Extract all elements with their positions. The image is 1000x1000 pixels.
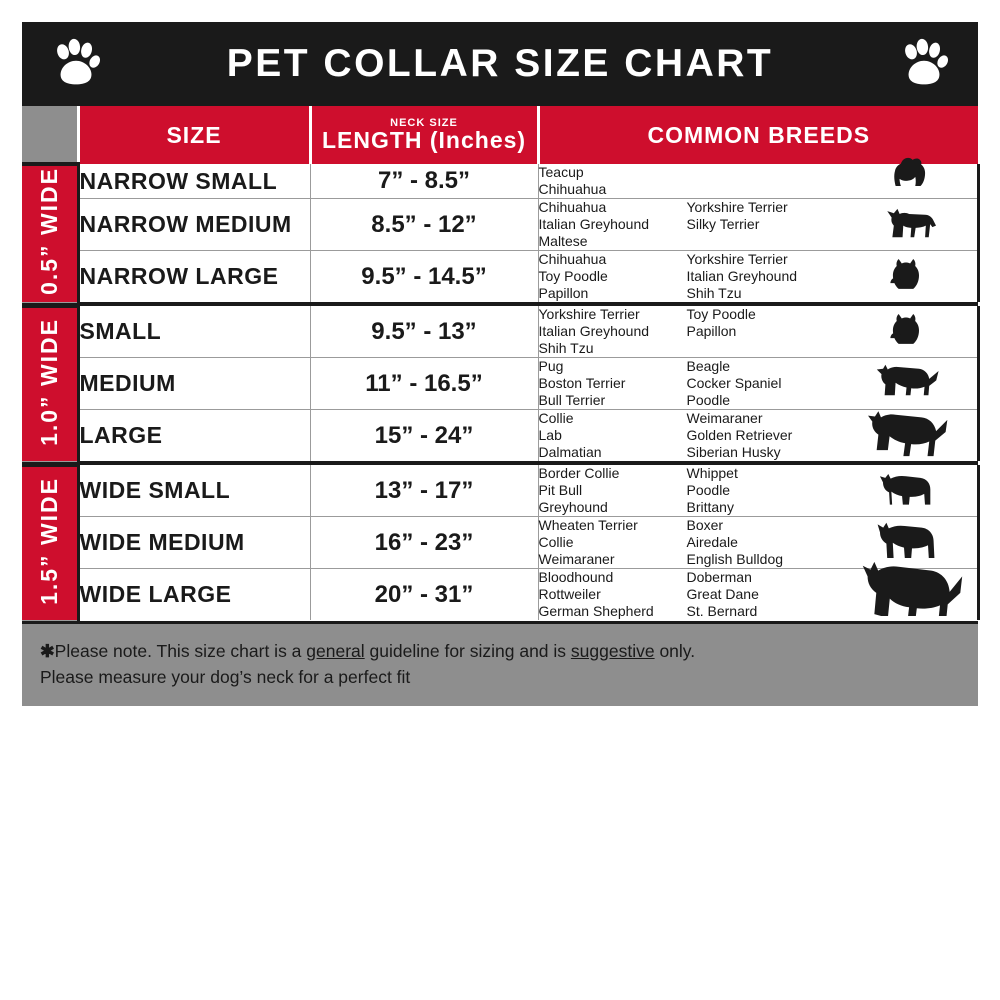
footnote-line-1 — [40, 638, 960, 664]
breed-item: Brittany — [686, 499, 734, 515]
breed-item: St. Bernard — [686, 603, 758, 619]
breed-item: Yorkshire Terrier — [686, 251, 788, 267]
footnote — [22, 621, 978, 706]
breed-item: Boston Terrier — [538, 375, 626, 391]
breed-item: Wheaten Terrier — [538, 517, 638, 533]
group-label-cell — [22, 465, 78, 620]
breed-column-1 — [539, 569, 687, 620]
breed-item: Yorkshire Terrier — [538, 306, 640, 322]
breed-item: Papillon — [686, 323, 737, 339]
cell-length: 9.5” - 14.5” — [310, 251, 538, 303]
breed-item: Collie — [538, 410, 574, 426]
breed-column-2 — [687, 517, 837, 568]
breed-item: Doberman — [686, 569, 752, 585]
header-blank-cell — [22, 106, 78, 164]
breed-item: Weimaraner — [538, 551, 615, 567]
breed-item: Bloodhound — [538, 569, 614, 585]
beagle-silhouette-icon — [857, 347, 967, 405]
breed-column-2 — [687, 251, 837, 302]
header-length-sub: NECK SIZE — [390, 116, 458, 129]
breed-item: Pug — [538, 358, 564, 374]
breed-item: Shih Tzu — [538, 340, 594, 356]
breed-column-1 — [539, 358, 687, 409]
breed-column-1 — [539, 251, 687, 302]
breed-item: Dalmatian — [538, 444, 602, 460]
breed-item: Pit Bull — [538, 482, 583, 498]
breed-item: English Bulldog — [686, 551, 784, 567]
breed-item: Lab — [538, 427, 562, 443]
paw-icon — [898, 38, 950, 90]
group-label-cell — [22, 164, 78, 302]
breed-item: Toy Poodle — [538, 268, 608, 284]
table-row — [22, 517, 978, 569]
breed-item: Siberian Husky — [686, 444, 781, 460]
breed-column-1 — [539, 306, 687, 357]
cell-size: LARGE — [78, 410, 310, 462]
cell-length: 16” - 23” — [310, 517, 538, 569]
chihuahua-silhouette-icon — [857, 188, 967, 246]
cell-size: WIDE MEDIUM — [78, 517, 310, 569]
breed-item: Italian Greyhound — [686, 268, 798, 284]
retriever-silhouette-icon — [857, 399, 967, 457]
header-breeds: COMMON BREEDS — [538, 106, 978, 164]
breed-column-2 — [687, 306, 837, 357]
boxer-silhouette-icon — [857, 506, 967, 564]
breed-item: Silky Terrier — [686, 216, 760, 232]
breed-item: Airedale — [686, 534, 738, 550]
breed-item: Poodle — [686, 482, 731, 498]
footnote-text-b: guideline for sizing and is — [364, 640, 571, 661]
breed-item: Bull Terrier — [538, 392, 606, 408]
table-header-row — [22, 106, 978, 164]
yorkie-silhouette-icon — [857, 136, 967, 194]
breed-item: Chihuahua — [538, 199, 607, 215]
table-row — [22, 410, 978, 462]
breed-item: Border Collie — [538, 465, 620, 481]
asterisk-icon: ✱ — [40, 640, 55, 661]
group-width-label: 1.0” WIDE — [35, 317, 62, 446]
footnote-text-c: only. — [654, 640, 696, 661]
breed-column-2 — [687, 410, 837, 461]
group-label-cell — [22, 306, 78, 461]
breed-column-1 — [539, 465, 687, 516]
breed-column-1 — [539, 199, 687, 250]
breed-column-2 — [687, 199, 837, 250]
breed-item: Yorkshire Terrier — [686, 199, 788, 215]
bulldog-silhouette-icon — [857, 454, 967, 512]
breed-item: Teacup — [538, 164, 584, 180]
breed-item: German Shepherd — [538, 603, 654, 619]
breed-item: Poodle — [686, 392, 731, 408]
breed-column-2 — [687, 465, 837, 516]
table-row — [22, 164, 978, 199]
header-length — [310, 106, 538, 164]
breed-item: Maltese — [538, 233, 588, 249]
cell-length: 15” - 24” — [310, 410, 538, 462]
breed-column-1 — [539, 410, 687, 461]
breed-column-2 — [687, 164, 837, 198]
chart-header — [22, 22, 978, 106]
breed-item: Boxer — [686, 517, 724, 533]
breed-item: Toy Poodle — [686, 306, 756, 322]
table-row — [22, 358, 978, 410]
breed-item: Shih Tzu — [686, 285, 742, 301]
cell-length: 11” - 16.5” — [310, 358, 538, 410]
cell-breeds — [538, 569, 978, 621]
pomeranian-silhouette-icon — [857, 295, 967, 353]
table-row — [22, 306, 978, 358]
group-width-label: 1.5” WIDE — [35, 476, 62, 605]
cell-size: WIDE SMALL — [78, 465, 310, 517]
table-row — [22, 465, 978, 517]
cell-length: 8.5” - 12” — [310, 199, 538, 251]
breed-item: Cocker Spaniel — [686, 375, 782, 391]
footnote-underline-general: general — [306, 640, 365, 661]
table-row — [22, 251, 978, 303]
cell-length: 9.5” - 13” — [310, 306, 538, 358]
header-length-main: LENGTH (Inches) — [321, 126, 527, 153]
breed-item: Collie — [538, 534, 574, 550]
breed-item: Whippet — [686, 465, 738, 481]
breed-item: Beagle — [686, 358, 731, 374]
table-row — [22, 569, 978, 621]
breed-item: Rottweiler — [538, 586, 601, 602]
footnote-underline-suggestive: suggestive — [570, 640, 655, 661]
breed-item: Italian Greyhound — [538, 216, 650, 232]
breed-item: Italian Greyhound — [538, 323, 650, 339]
breed-column-2 — [687, 358, 837, 409]
cell-size: SMALL — [78, 306, 310, 358]
cell-length: 7” - 8.5” — [310, 164, 538, 199]
breed-item: Golden Retriever — [686, 427, 793, 443]
breed-column-2 — [687, 569, 837, 620]
breed-item: Weimaraner — [686, 410, 763, 426]
footnote-text-a: Please note. This size chart is a — [54, 640, 307, 661]
cell-length: 20” - 31” — [310, 569, 538, 621]
paw-icon — [50, 38, 102, 90]
breed-item: Great Dane — [686, 586, 759, 602]
footnote-line-2: Please measure your dog’s neck for a perfect fit — [40, 666, 411, 687]
breed-item: Chihuahua — [538, 251, 607, 267]
pomeranian-silhouette-icon — [857, 240, 967, 298]
table-row — [22, 199, 978, 251]
breed-item: Papillon — [538, 285, 589, 301]
size-table — [22, 106, 980, 621]
doberman-silhouette-icon — [857, 558, 967, 616]
cell-size: WIDE LARGE — [78, 569, 310, 621]
group-width-label: 0.5” WIDE — [35, 167, 62, 296]
breed-column-1 — [539, 164, 687, 198]
breed-item: Chihuahua — [538, 181, 607, 197]
page-title: PET COLLAR SIZE CHART — [226, 42, 774, 85]
breed-column-1 — [539, 517, 687, 568]
cell-size: NARROW LARGE — [78, 251, 310, 303]
cell-size: NARROW SMALL — [78, 164, 310, 199]
header-size: SIZE — [78, 106, 310, 164]
cell-length: 13” - 17” — [310, 465, 538, 517]
breed-item: Greyhound — [538, 499, 608, 515]
cell-size: NARROW MEDIUM — [78, 199, 310, 251]
cell-size: MEDIUM — [78, 358, 310, 410]
